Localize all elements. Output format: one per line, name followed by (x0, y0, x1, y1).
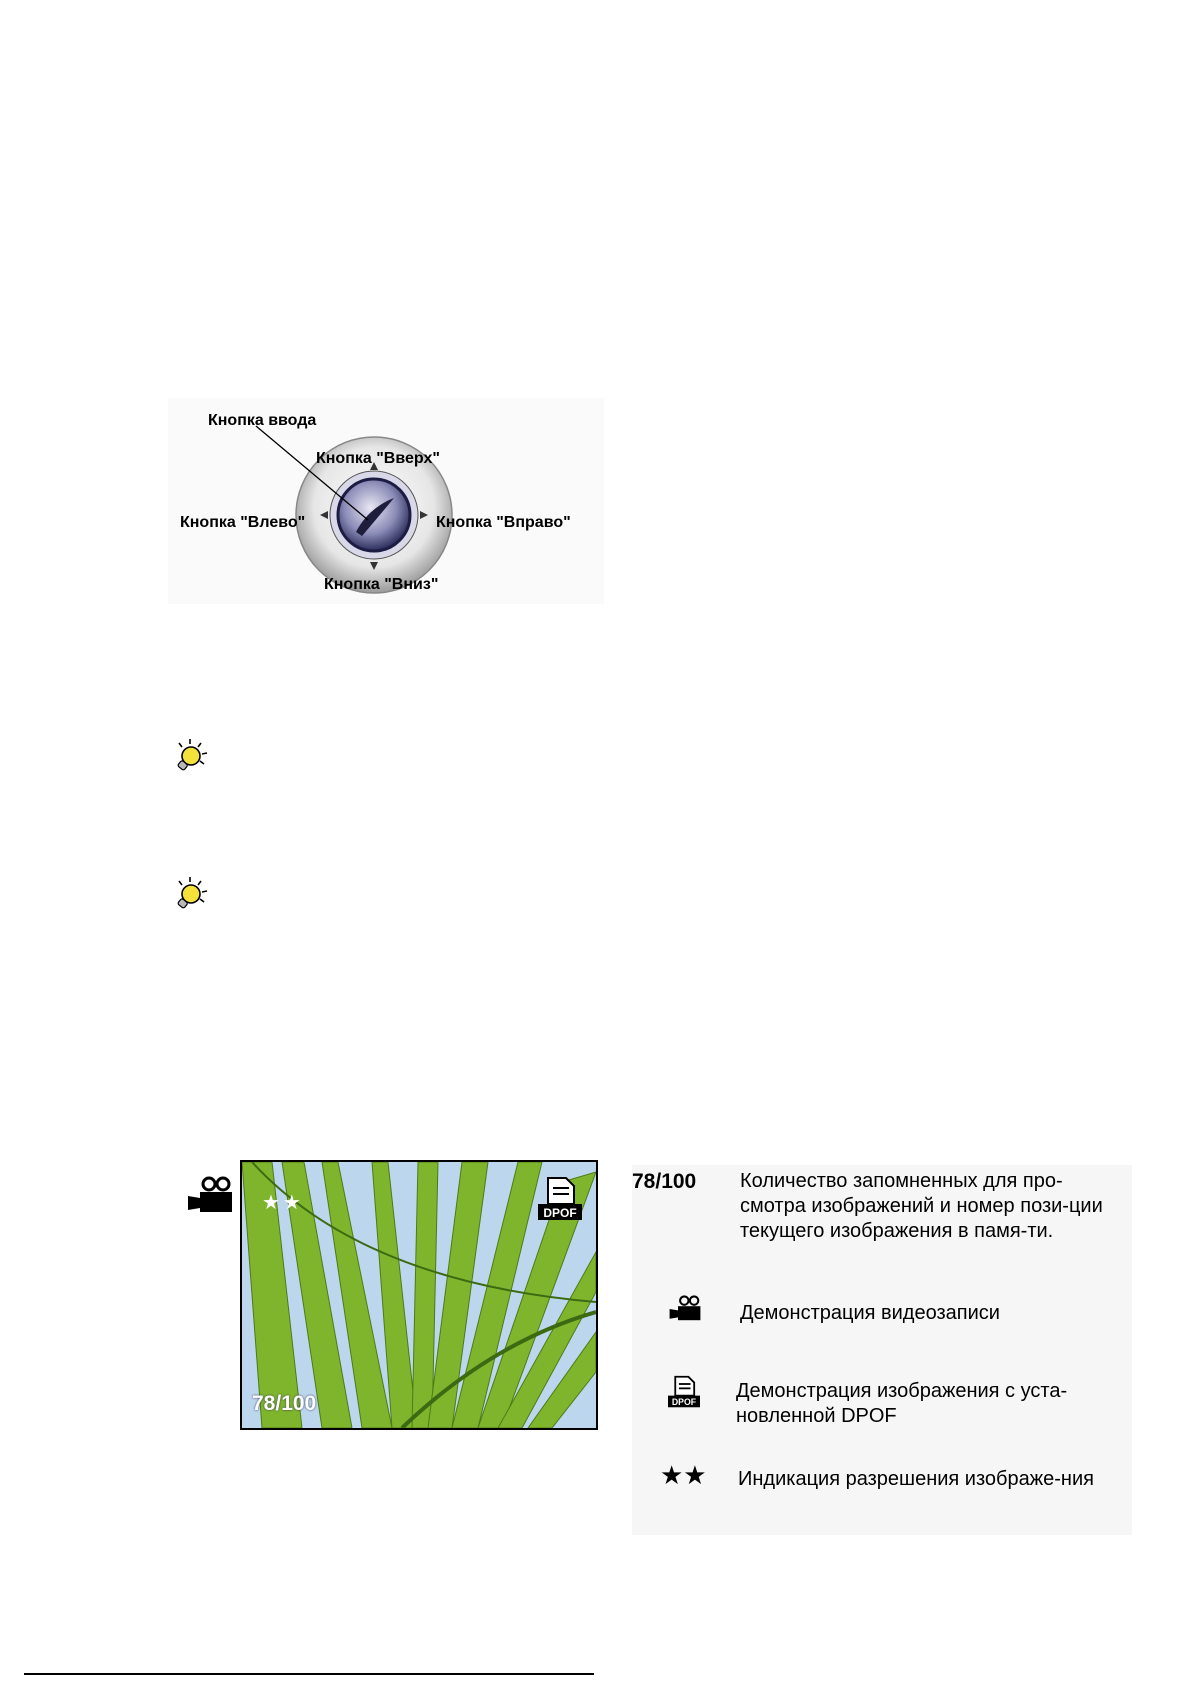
dpof-print-icon (538, 1176, 582, 1222)
star-icon: ★★ (660, 1460, 707, 1490)
resolution-stars: ★★ (262, 1192, 304, 1214)
dpad-diagram (168, 398, 604, 604)
legend-video-desc: Демонстрация видеозаписи (740, 1302, 1000, 1324)
playback-screen-preview (240, 1160, 598, 1430)
dpof-print-icon (668, 1375, 700, 1409)
down-button-label: Кнопка "Вниз" (324, 576, 439, 593)
video-camera-icon (668, 1295, 702, 1323)
lightbulb-icon (170, 876, 210, 912)
video-camera-icon (186, 1176, 234, 1216)
legend-counter-key: 78/100 (632, 1170, 697, 1193)
lightbulb-icon (170, 738, 210, 774)
image-counter: 78/100 (252, 1392, 317, 1415)
right-button-label: Кнопка "Вправо" (436, 514, 571, 531)
legend-stars-desc: Индикация разрешения изображе-ния (738, 1468, 1094, 1490)
left-button-label: Кнопка "Влево" (180, 514, 306, 531)
enter-button-label: Кнопка ввода (208, 412, 317, 429)
legend-dpof-desc: Демонстрация изображения с уста-новленной DPOF (736, 1380, 1068, 1427)
up-button-label: Кнопка "Вверх" (316, 450, 440, 467)
footer-rule (24, 1673, 594, 1675)
indicator-legend (632, 1165, 1132, 1535)
dpof-icon-text: DPOF (671, 1397, 697, 1408)
dpof-badge-text: DPOF (543, 1206, 577, 1220)
legend-counter-desc: Количество запомненных для про-смотра изображений и номер пози-ции текущего изображения в памя-ти. (740, 1170, 1103, 1242)
